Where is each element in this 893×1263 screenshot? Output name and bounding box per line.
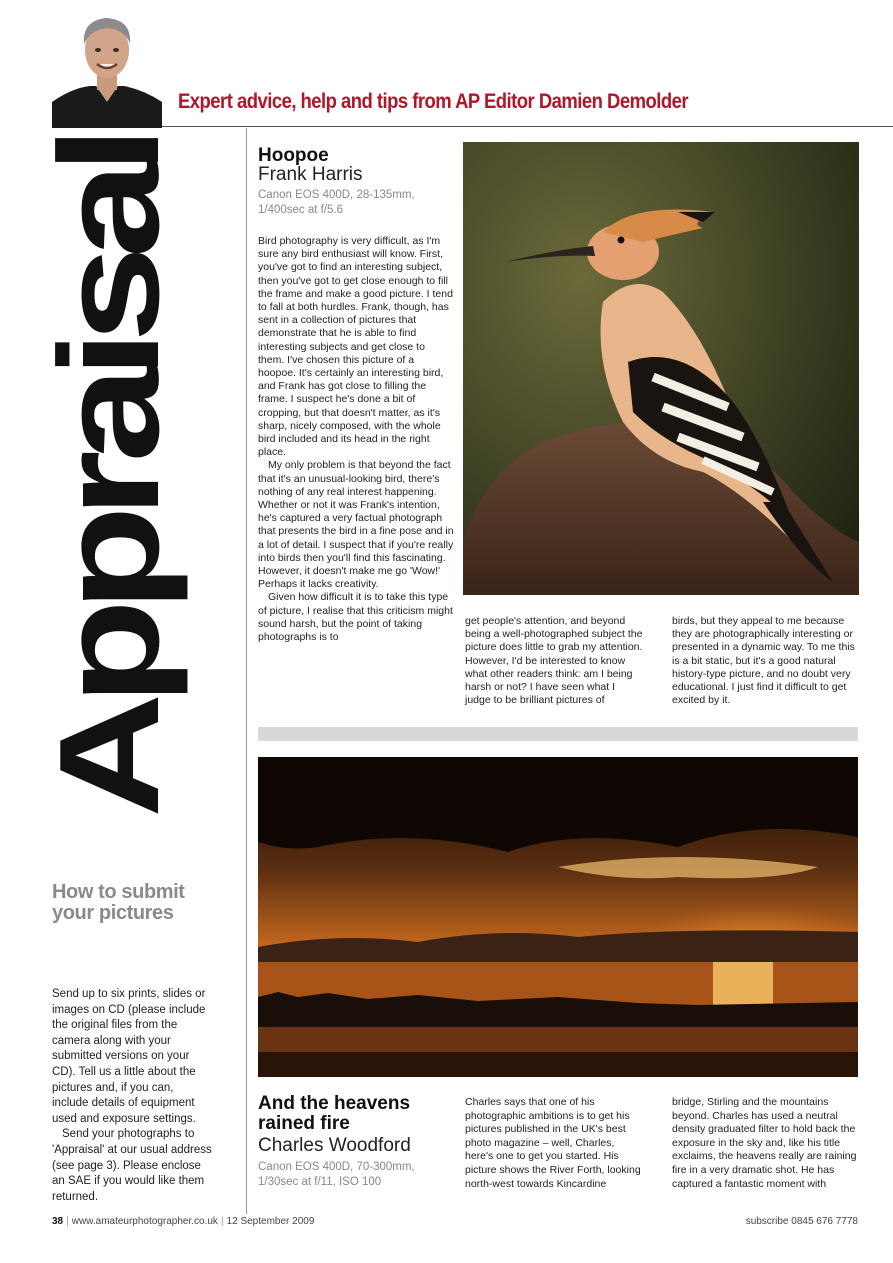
footer-website-link[interactable]: www.amateurphotographer.co.uk [71,1216,218,1227]
article2-title: And the heavens rained fire [258,1093,411,1134]
article1-body-column2: get people's attention, and beyond being a well-photographed subject the picture does little to grab my attention. However, I'd be interested to know what other readers think: am I being harsh or not? I have seen what I judge to be brilliant pictures of [465,615,643,707]
article1-body-column1 [258,235,454,644]
column-divider [246,128,247,1214]
article1-camera-meta: Canon EOS 400D, 28-135mm, 1/400sec at f/5.6 [258,189,415,216]
article1-title: Hoopoe [258,145,329,166]
article2-body-column3: bridge, Stirling and the mountains beyond. Charles has used a neutral density graduated filter to hold back the exposure in the sky and, like his title exclaims, the heavens really are raining fire in a very dramatic shot. He has captured a fantastic moment with [672,1096,857,1190]
article1-paragraph: Given how difficult it is to take this type of picture, I realise that this criticism might sound harsh, but the point of taking photographs is to [258,591,453,644]
masthead-vertical [30,130,189,830]
page-number: 38 [52,1216,64,1227]
article2-body-column2: Charles says that one of his photographic ambitions is to get his pictures published in the UK's best photo magazine – well, Charles, here's one to get you started. His picture shows the River Forth, looking north-west towards Kincardine [465,1096,641,1190]
sunset-photo [258,757,858,1077]
submit-paragraph: Send your photographs to 'Appraisal' at our usual address (see page 3). Please enclose an SAE if you would like them returned. [52,1128,212,1203]
editor-portrait [52,10,162,128]
footer-subscribe: subscribe 0845 676 7778 [745,1216,858,1227]
article1-body-column3: birds, but they appeal to me because they are photographically interesting or presented in a dynamic way. To me this is a bit static, but it's a good natural history-type picture, and no doubt very educational. I just find it difficult to get excited by it. [672,615,855,707]
article2-author: Charles Woodford [258,1135,411,1156]
article1-paragraph: Bird photography is very difficult, as I'm sure any bird enthusiast will know. First, you've got to find an interesting subject, then you've got to get close enough to fill the frame and make a good picture. I tend to fall at both hurdles. Frank, though, has sent in a collection of pictures that demonstrate that he is able to find interesting subjects and get close to them. I've chosen this picture of a hoopoe. It's certainly an interesting bird, and Frank has got close to filling the frame. I suspect he's done a bit of cropping, but that doesn't matter, as it's sharp, nicely composed, with the whole bird included and its head in the right place. [258,235,453,459]
page-footer: 38 | www.amateurphotographer.co.uk | 12 September 2009 [52,1216,315,1227]
masthead-text: Appraisal [30,260,189,818]
submit-paragraph: Send up to six prints, slides or images on CD (please include the original files from the camera along with your submitted versions on your CD). Tell us a little about the pictures and, if you can, include details of equipment used and exposure settings. [52,988,206,1125]
header-divider [162,126,893,127]
section-divider-bar [258,727,858,741]
hoopoe-photo [463,142,859,595]
submit-instructions [52,987,212,1205]
article2-camera-meta: Canon EOS 400D, 70-300mm, 1/30sec at f/11, ISO 100 [258,1161,415,1188]
article1-paragraph: My only problem is that beyond the fact that it's an unusual-looking bird, there's nothing of any real interest happening. Whether or not it was Frank's intention, he's captured a very factual photograph that presents the bird in a fine pose and in a lot of detail. I suspect that if you're really into birds then you'll find this fascinating. However, it doesn't make me go 'Wow!' Perhaps it lacks creativity. [258,459,454,591]
page-header-title: Expert advice, help and tips from AP Editor Damien Demolder [178,90,689,113]
submit-heading: How to submit your pictures [52,881,185,924]
article1-author: Frank Harris [258,164,363,185]
footer-date: 12 September 2009 [226,1216,315,1227]
